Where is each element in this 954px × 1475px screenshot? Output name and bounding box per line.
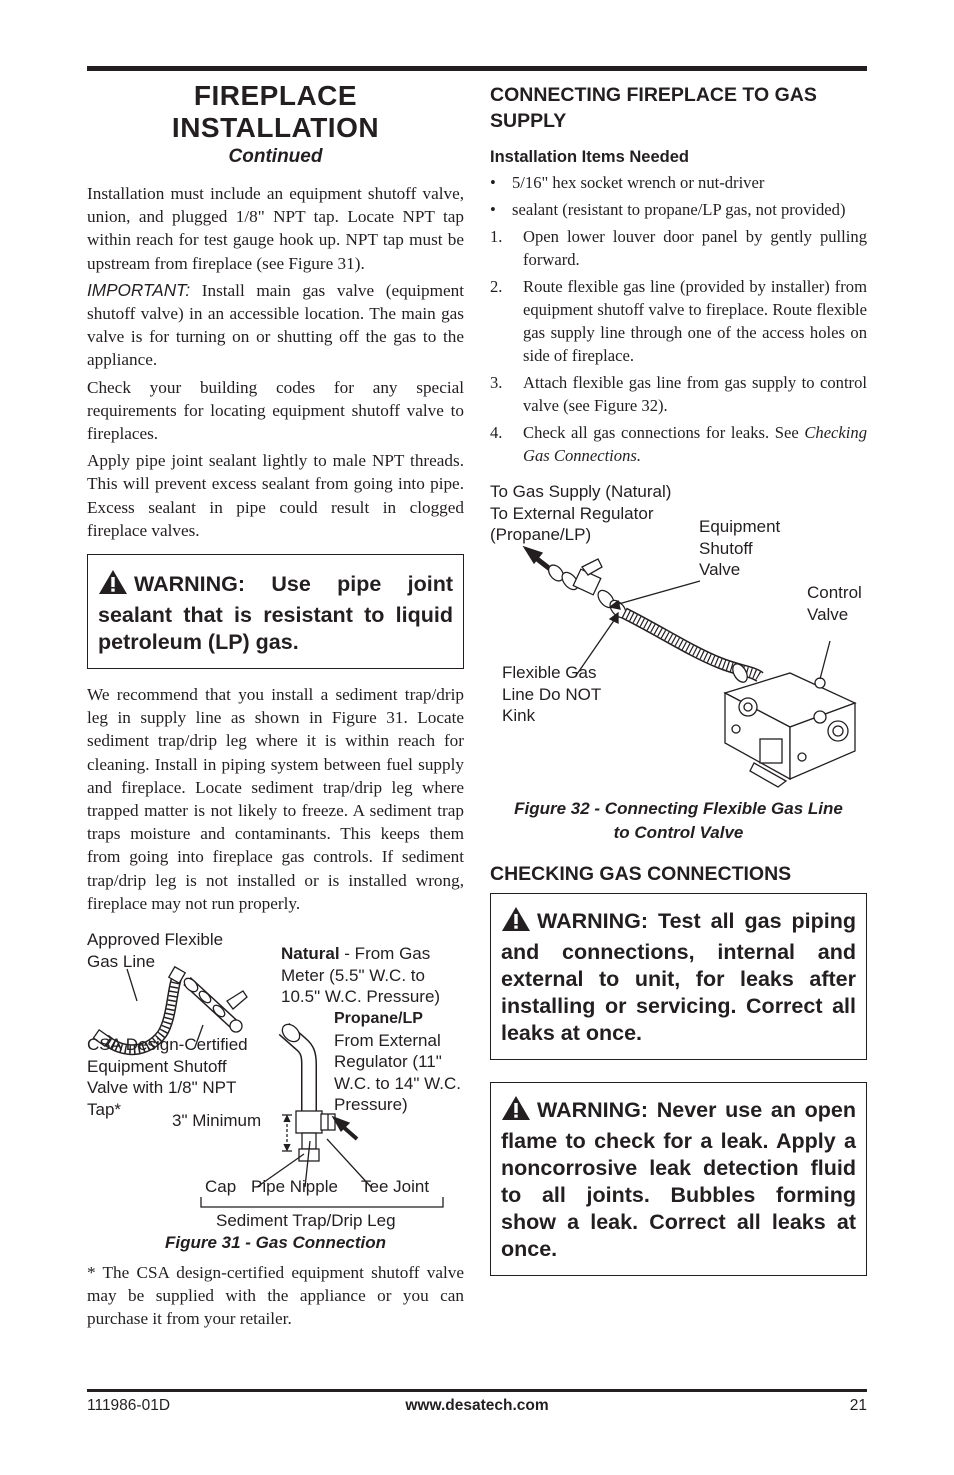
warning-text: WARNING: Never use an open flame to check for a leak. Apply a noncorrosive leak detection fluid to all joints. Bubbles forming show a leak. Correct all leaks at once. (501, 1098, 856, 1261)
heading-installation-items: Installation Items Needed (490, 148, 689, 166)
label-csa-shutoff-valve: CSA Design-Certified Equipment Shutoff Valve with 1/8" NPT Tap* (87, 1035, 248, 1119)
paragraph-important (87, 279, 464, 372)
warning-icon (501, 1095, 531, 1128)
figure-31-gas-connection (87, 929, 464, 1251)
heading-connecting-gas-supply: CONNECTING FIREPLACE TO GAS SUPPLY (490, 84, 817, 132)
continued-label: Continued (228, 146, 323, 167)
section-title (87, 80, 464, 144)
title-line-2: INSTALLATION (171, 112, 380, 143)
paragraph-sediment-trap: We recommend that you install a sediment trap/drip leg in supply line as shown in Figure 31. Locate sediment trap/drip leg where it is within reach for cleaning. Install in piping system between fuel supply and fireplace. Locate sediment trap/drip leg where trapped matter is not likely to freeze. A sediment trap traps moisture and contaminants. This keeps them from going into fireplace gas controls. If sediment trap/drip leg is not installed or is installed wrong, fireplace may not run properly. (87, 685, 464, 913)
page-number: 21 (849, 1397, 867, 1414)
figure-32-caption: Figure 32 - Connecting Flexible Gas Line to Control Valve (514, 799, 843, 842)
title-line-1: FIREPLACE (193, 80, 358, 111)
label-control-valve: Control Valve (807, 583, 862, 624)
left-column (87, 80, 464, 1335)
figure-32-flexible-gas-line (490, 481, 867, 851)
step-item: 1. Open lower louver door panel by gently pulling forward. (490, 227, 867, 269)
warning-text: WARNING: Test all gas piping and connections, internal and external to unit, for leaks after installing or servicing. Correct all leaks at once. (501, 909, 856, 1045)
warning-box-open-flame (490, 1082, 867, 1276)
figure-31-caption: Figure 31 - Gas Connection (164, 1233, 387, 1253)
label-flexible-gas-line: Flexible Gas Line Do NOT Kink (502, 663, 602, 725)
warning-box-sealant (87, 554, 464, 669)
part-number: 111986-01D (87, 1397, 171, 1414)
label-tee-joint: Tee Joint (361, 1177, 430, 1197)
warning-text: WARNING: Use pipe joint sealant that is resistant to liquid petroleum (LP) gas. (98, 572, 453, 655)
paragraph-sealant: Apply pipe joint sealant lightly to male NPT threads. This will prevent excess sealant from going into pipe. Excess sealant in pipe could result in clogged fireplace valves. (87, 451, 464, 540)
paragraph-building-codes: Check your building codes for any special requirements for locating equipment shutoff valve to fireplaces. (87, 377, 464, 444)
warning-icon (98, 569, 128, 602)
important-text: Install main gas valve (equipment shutoff valve) in an accessible location. The main gas valve is for turning on or shutting off the gas to the appliance. (87, 280, 464, 370)
items-list (490, 171, 867, 221)
important-label: IMPORTANT: (87, 279, 191, 300)
step-item: 3. Attach flexible gas line from gas supply to control valve (see Figure 32). (490, 373, 867, 415)
list-item: • 5/16" hex socket wrench or nut-driver (490, 173, 765, 192)
step-item: 2. Route flexible gas line (provided by installer) from equipment shutoff valve to fireplace. Route flexible gas supply line through one of the access holes on side of fireplace. (490, 277, 867, 365)
label-sediment-trap: Sediment Trap/Drip Leg (216, 1211, 396, 1231)
warning-box-test-piping (490, 893, 867, 1060)
top-rule (87, 66, 867, 71)
label-3-inch-minimum: 3" Minimum (172, 1111, 262, 1131)
warning-icon (501, 906, 531, 939)
website-link[interactable]: www.desatech.com (405, 1397, 549, 1414)
list-item: • sealant (resistant to propane/LP gas, not provided) (490, 200, 846, 219)
label-equipment-shutoff-valve: Equipment Shutoff Valve (699, 517, 781, 579)
label-to-gas-supply: To Gas Supply (Natural) To External Regulator (Propane/LP) (490, 482, 672, 544)
step-item: 4. Check all gas connections for leaks. See Checking Gas Connections. (490, 423, 867, 465)
steps-list (490, 225, 867, 467)
label-approved-flexible: Approved Flexible Gas Line (87, 930, 224, 971)
label-pipe-nipple: Pipe Nipple (251, 1177, 338, 1197)
heading-checking-gas-connections: CHECKING GAS CONNECTIONS (490, 863, 792, 885)
label-cap: Cap (205, 1177, 237, 1197)
footer-rule (87, 1389, 867, 1392)
footnote: * The CSA design-certified equipment shutoff valve may be supplied with the appliance or you can purchase it from your retailer. (87, 1263, 464, 1329)
label-natural-gas: Natural - From Gas Meter (5.5" W.C. to 10.5" W.C. Pressure) (281, 944, 441, 1007)
paragraph-shutoff-valve: Installation must include an equipment shutoff valve, union, and plugged 1/8" NPT tap. Locate NPT tap within reach for test gauge hook up. NPT tap must be upstream from fireplace (see Figure 31). (87, 184, 464, 273)
label-propane-lp: Propane/LP From External Regulator (11" W.C. to 14" W.C. Pressure) (334, 1010, 461, 1115)
right-column (490, 82, 867, 1276)
